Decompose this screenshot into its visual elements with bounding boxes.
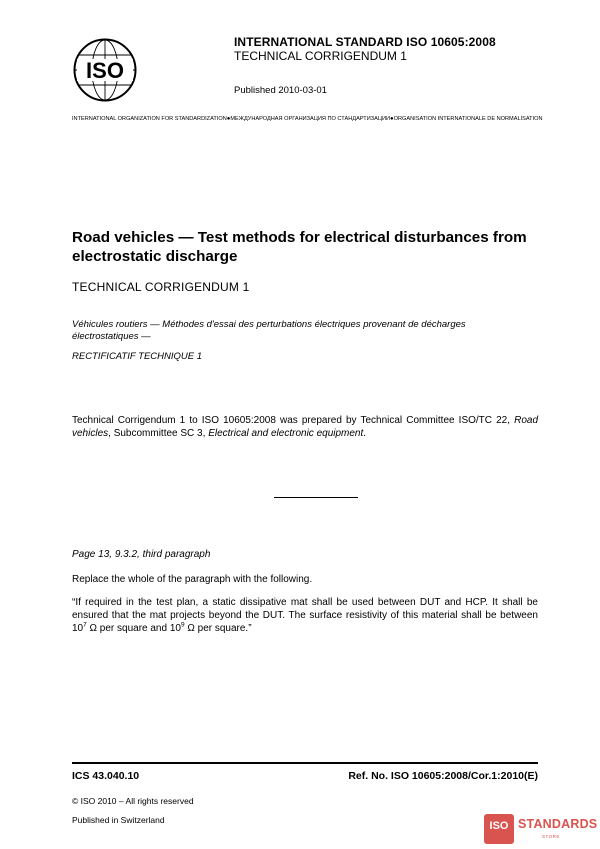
- corrigendum-label: TECHNICAL CORRIGENDUM 1: [234, 49, 407, 63]
- bullet-separator: ●: [390, 116, 394, 122]
- page-reference: Page 13, 9.3.2, third paragraph: [72, 549, 211, 560]
- footer-rule: [72, 762, 538, 764]
- committee-name: Road vehicles: [72, 415, 538, 439]
- standard-title: INTERNATIONAL STANDARD ISO 10605:2008: [234, 35, 496, 49]
- org-name-fr: ORGANISATION INTERNATIONALE DE NORMALISATION: [393, 116, 543, 122]
- bullet-separator: ●: [226, 116, 231, 122]
- watermark-word: STANDARDS: [518, 817, 598, 831]
- section-divider: [274, 497, 358, 498]
- watermark-logo-text: ISO: [489, 820, 509, 832]
- ics-code: ICS 43.040.10: [72, 770, 140, 782]
- preparation-paragraph: Technical Corrigendum 1 to ISO 10605:2008 was prepared by Technical Committee ISO/TC 22, Road vehicles, Subcommittee SC 3, Electrical and electronic equipment.: [72, 415, 538, 439]
- french-title: Véhicules routiers — Méthodes d'essai des perturbations électriques provenant de décharges électrostatiques —: [72, 319, 466, 342]
- iso-standards-store-watermark: [484, 814, 596, 844]
- publication-place: Published in Switzerland: [72, 815, 165, 825]
- copyright-notice: © ISO 2010 – All rights reserved: [72, 796, 194, 806]
- org-name-ru: МЕЖДУНАРОДНАЯ ОРГАНИЗАЦИЯ ПО СТАНДАРТИЗАЦИИ: [230, 116, 391, 122]
- french-corrigendum-title: RECTIFICATIF TECHNIQUE 1: [72, 351, 203, 362]
- replacement-text: “If required in the test plan, a static dissipative mat shall be used between DUT and HCP. It shall be ensured that the mat projects beyond the DUT. The surface resistivity of this material shall be between $10^7$ Ω per square and $10^9$ Ω per square.”: [72, 597, 538, 634]
- published-date: Published 2010-03-01: [234, 85, 327, 96]
- replacement-instruction: Replace the whole of the paragraph with the following.: [72, 574, 313, 585]
- subcommittee-name: Electrical and electronic equipment: [208, 428, 364, 439]
- iso-logo: [73, 38, 137, 102]
- org-name-en: INTERNATIONAL ORGANIZATION FOR STANDARDIZATION: [72, 116, 227, 122]
- reference-number: Ref. No. ISO 10605:2008/Cor.1:2010(E): [348, 770, 538, 782]
- document-title: Road vehicles — Test methods for electrical disturbances from electrostatic discharge: [72, 229, 527, 265]
- organization-names: [72, 116, 543, 122]
- corrigendum-title: TECHNICAL CORRIGENDUM 1: [72, 280, 250, 294]
- svg-text:ISO: ISO: [86, 58, 124, 83]
- watermark-subtext: STORE: [542, 834, 560, 839]
